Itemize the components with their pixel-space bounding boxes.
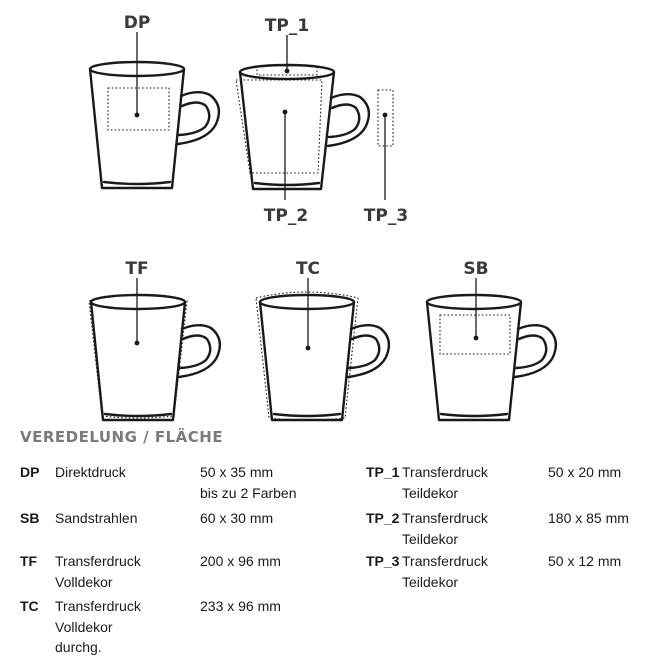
tf-print-area [89, 295, 187, 418]
legend-code: TP_1 [366, 464, 400, 480]
legend-size: 60 x 30 mm [200, 510, 274, 526]
legend-size: 200 x 96 mm [200, 553, 281, 569]
legend-name: Transferdruck [402, 464, 488, 480]
legend-code: SB [20, 510, 40, 526]
legend-code: TP_3 [366, 553, 400, 569]
legend-name-2: Volldekor durchg. [55, 619, 113, 655]
legend-size: 50 x 35 mm [200, 464, 274, 480]
label-sb: SB [463, 259, 489, 279]
label-tc: TC [295, 259, 321, 279]
legend-code: TP_2 [366, 510, 400, 526]
legend-name: Transferdruck [402, 553, 488, 569]
legend-size: 50 x 20 mm [548, 464, 622, 480]
legend-code: TF [20, 553, 38, 569]
legend-name-2: Teildekor [402, 485, 459, 501]
tc-print-area [256, 292, 358, 420]
legend-code: TC [20, 598, 39, 614]
legend-size: 50 x 12 mm [548, 553, 622, 569]
legend-title: VEREDELUNG / FLÄCHE [20, 428, 224, 446]
legend-name-2: Teildekor [402, 531, 459, 547]
mug-tf [89, 259, 220, 420]
legend-code: DP [20, 464, 40, 480]
mug-tp [236, 16, 408, 226]
legend-name: Transferdruck [402, 510, 488, 526]
mug-dp [90, 13, 219, 188]
sb-print-area [440, 315, 510, 354]
legend-size: 180 x 85 mm [548, 510, 629, 526]
label-dp: DP [123, 13, 151, 33]
legend-size: 233 x 96 mm [200, 598, 281, 614]
dp-print-area [108, 88, 169, 130]
legend-name: Transferdruck [55, 598, 141, 614]
label-tp1: TP_1 [264, 16, 310, 36]
legend-size-note: bis zu 2 Farben [200, 485, 297, 501]
mug-tc [256, 259, 389, 420]
legend-name-2: Volldekor [55, 574, 113, 590]
legend-name: Transferdruck [55, 553, 141, 569]
label-tp3: TP_3 [363, 206, 409, 226]
legend-name: Direktdruck [55, 464, 126, 480]
legend-name: Sandstrahlen [55, 510, 138, 526]
mug-sb [427, 259, 556, 420]
label-tf: TF [125, 259, 149, 279]
label-tp2: TP_2 [263, 206, 309, 226]
legend-name-2: Teildekor [402, 574, 459, 590]
